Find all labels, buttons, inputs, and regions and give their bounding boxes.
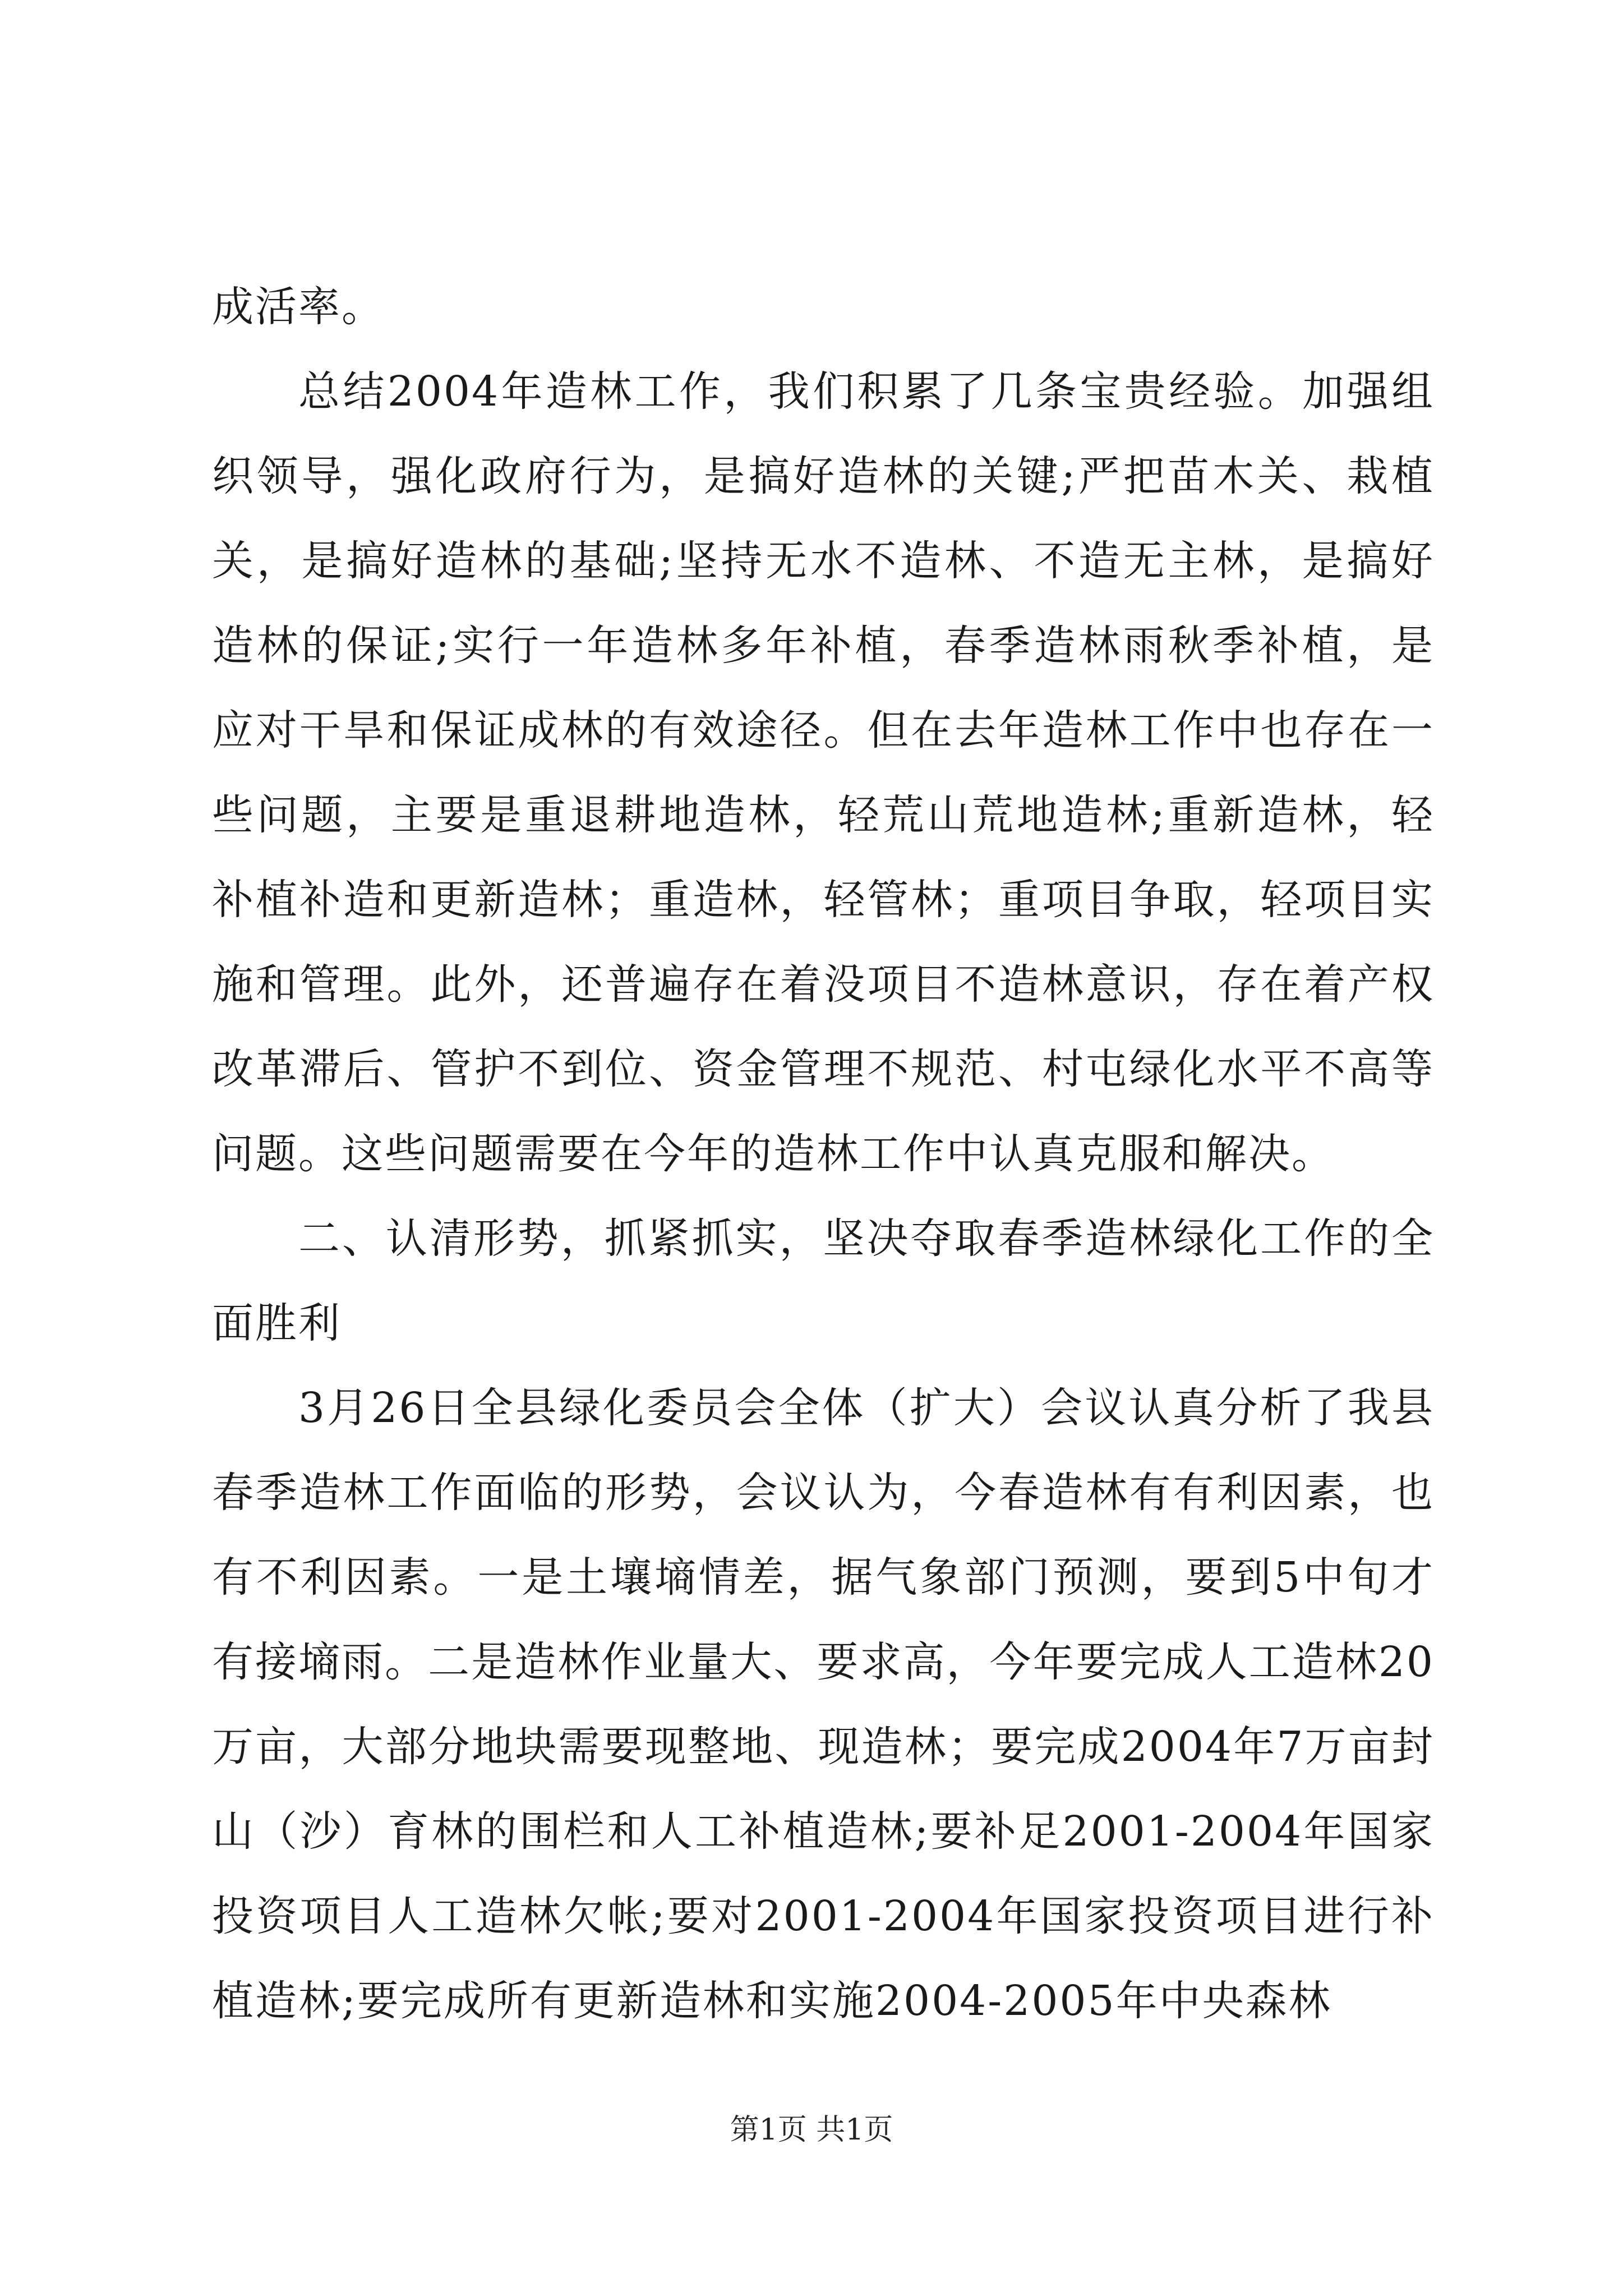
paragraph-meeting-march-26: 3月26日全县绿化委员会全体（扩大）会议认真分析了我县春季造林工作面临的形势，会议认为，今春造林有有利因素，也有不利因素。一是土壤墒情差，据气象部门预测，要到5中旬才有接墒雨。二是造林作业量大、要求高，今年要完成人工造林20万亩，大部分地块需要现整地、现造林；要完成2004年7万亩封山（沙）育林的围栏和人工补植造林;要补足2001-2004年国家投资项目人工造林欠帐;要对2001-2004年国家投资项目进行补植造林;要完成所有更新造林和实施2004-2005年中央森林 — [212, 1384, 1435, 2025]
paragraph-continuation: 成活率。 — [212, 283, 385, 331]
section-heading-two: 二、认清形势，抓紧抓实，坚决夺取春季造林绿化工作的全面胜利 — [212, 1214, 1435, 1347]
page-footer: 第1页 共1页 — [730, 2113, 893, 2147]
document-body — [212, 265, 1435, 2044]
paragraph-summary-2004: 总结2004年造林工作，我们积累了几条宝贵经验。加强组织领导，强化政府行为，是搞好造林的关键;严把苗木关、栽植关，是搞好造林的基础;坚持无水不造林、不造无主林，是搞好造林的保证;实行一年造林多年补植，春季造林雨秋季补植，是应对干旱和保证成林的有效途径。但在去年造林工作中也存在一些问题，主要是重退耕地造林，轻荒山荒地造林;重新造林，轻补植补造和更新造林；重造林，轻管林；重项目争取，轻项目实施和管理。此外，还普遍存在着没项目不造林意识，存在着产权改革滞后、管护不到位、资金管理不规范、村屯绿化水平不高等问题。这些问题需要在今年的造林工作中认真克服和解决。 — [212, 367, 1435, 1178]
